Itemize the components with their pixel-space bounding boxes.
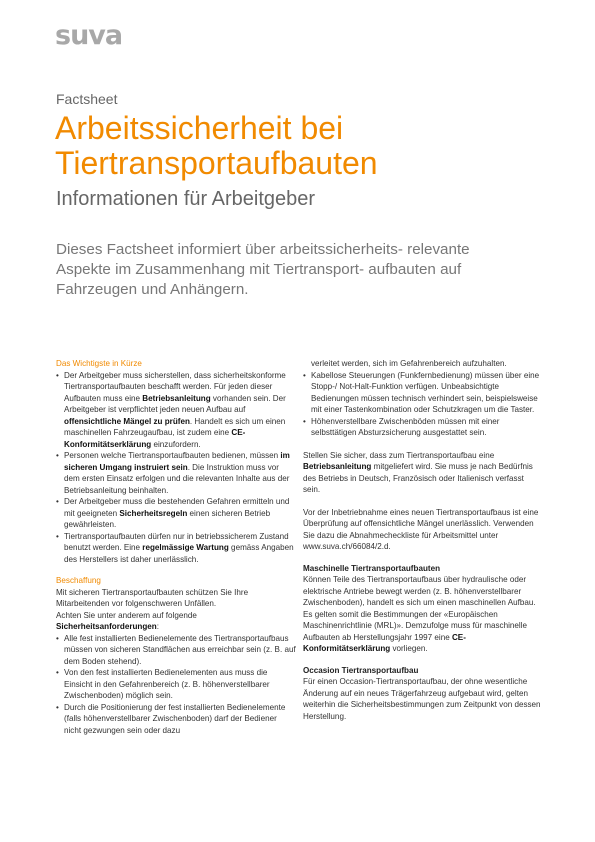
bullet-icon: • bbox=[56, 633, 59, 643]
summary-heading: Das Wichtigste in Kürze bbox=[56, 359, 142, 368]
procurement-text: Mit sicheren Tiertransportaufbauten schützen Sie Ihre Mitarbeitenden vor folgenschweren Unfällen. bbox=[56, 587, 249, 608]
machine-heading: Maschinelle Tiertransportaufbauten bbox=[303, 563, 441, 573]
summary-list bbox=[56, 370, 296, 566]
requirements-list bbox=[56, 633, 296, 737]
list-item: • Durch die Positionierung der fest installierten Bedienelemente (falls höhenverstellbarer Zwischenboden) darf der Bediener nicht gezwungen sein oder dazu bbox=[56, 702, 286, 735]
bullet-icon: • bbox=[56, 497, 59, 506]
procurement-heading: Beschaffung bbox=[56, 576, 101, 585]
bullet-icon: • bbox=[303, 416, 306, 426]
page-subtitle: Informationen für Arbeitgeber bbox=[56, 188, 316, 210]
title-line-1: Arbeitssicherheit bei bbox=[55, 110, 344, 146]
list-item: • Kabellose Steuerungen (Funkfernbedienung) müssen über eine Stopp-/ Not-Halt-Funktion verfügen. Unbeabsichtigte Bedienungen müssen technisch verhindert sein, beispielsweise mit einer Tastenkombination oder Schutzkragen um die Taster. bbox=[303, 370, 540, 414]
document-type-label: Factsheet bbox=[56, 91, 118, 107]
list-item: • Alle fest installierten Bedienelemente des Tiertransportaufbaus müssen von sicheren Standflächen aus erreichbar sein (z. B. auf dem Boden stehend). bbox=[56, 633, 296, 666]
bullet-icon: • bbox=[303, 370, 306, 380]
bullet-icon: • bbox=[56, 370, 59, 380]
title-line-2: Tiertransportaufbauten bbox=[55, 145, 378, 181]
bullet-icon: • bbox=[56, 668, 59, 677]
machine-paragraph: Können Teile des Tiertransportaufbaus über hydraulische oder elektrische Antriebe bewegt werden (z. B. höhenverstellbarer Zwischenboden), handelt es sich um einen maschinellen Aufbau. Es gelten somit die Bestimmungen der «Europäischen Maschinenrichtlinie (MRL)». Demzufolge muss für maschinelle Aufbauten ab Herstellungsjahr 1997 eine CE-Konformitätserklärung vorliegen. bbox=[303, 575, 536, 653]
suva-logo: suva bbox=[55, 20, 123, 51]
procurement-requirements-intro: Achten Sie unter anderem auf folgende Sicherheitsanforderungen: bbox=[56, 610, 197, 631]
bullet-icon: • bbox=[56, 702, 59, 712]
continued-text: verleitet werden, sich im Gefahrenbereich aufzuhalten. bbox=[311, 359, 507, 368]
requirements-list-continued bbox=[303, 370, 543, 439]
list-item: • Der Arbeitgeber muss sicherstellen, dass sicherheitskonforme Tiertransportaufbauten beschafft werden. Für jeden dieser Aufbauten muss eine Betriebsanleitung vorhanden sein. Der Arbeitgeber ist verpflichtet jeden neuen Aufbau auf offensichtliche Mängel zu prüfen. Handelt es sich um einen maschinellen Fahrzeugaufbau, ist zudem eine CE-Konformitätserklärung einzufordern. bbox=[56, 370, 286, 449]
list-item: • Personen welche Tiertransportaufbauten bedienen, müssen im sicheren Umgang instruiert sein. Die Instruktion muss vor dem ersten Einsatz erfolgen und die relevanten Inhalte aus der Betriebsanleitung beinhalten. bbox=[56, 451, 290, 495]
occasion-heading: Occasion Tiertransportaufbau bbox=[303, 665, 419, 675]
list-item: • Von den fest installierten Bedienelementen aus muss die Einsicht in den Gefahrenbereich (z. B. höhenverstellbarer Zwischenboden) möglich sein. bbox=[56, 668, 270, 700]
bullet-icon: • bbox=[56, 531, 59, 541]
bullet-icon: • bbox=[56, 451, 59, 460]
list-item: • Der Arbeitgeber muss die bestehenden Gefahren ermitteln und mit geeigneten Sicherheitsregeln einen sicheren Betrieb gewährleisten. bbox=[56, 497, 290, 529]
left-column bbox=[56, 358, 296, 736]
lead-paragraph: Dieses Factsheet informiert über arbeitssicherheits- relevante Aspekte im Zusammenhang mit Tiertransport- aufbauten auf Fahrzeugen und Anhängern. bbox=[56, 241, 470, 298]
occasion-paragraph: Für einen Occasion-Tiertransportaufbau, der ohne wesentliche Änderung auf ein neues Trägerfahrzeug aufgebaut wird, gelten weiterhin die Sicherheitsbestimmungen zum Zeitpunkt von dessen Herstellung. bbox=[303, 677, 541, 721]
commissioning-paragraph: Vor der Inbetriebnahme eines neuen Tiertransportaufbaus ist eine Überprüfung auf offensichtliche Mängel unerlässlich. Verwenden Sie dazu die Abnahmecheckliste für Arbeitsmittel unter www.suva.ch/66084/2.d. bbox=[303, 507, 539, 551]
page-title bbox=[55, 111, 378, 181]
right-column bbox=[303, 358, 543, 722]
manual-paragraph: Stellen Sie sicher, dass zum Tiertransportaufbau eine Betriebsanleitung mitgeliefert wird. Sie muss je nach Bedürfnis des Betriebs in Deutsch, Französisch oder Italienisch verfasst sein. bbox=[303, 450, 533, 494]
list-item: • Höhenverstellbare Zwischenböden müssen mit einer selbsttätigen Absturzsicherung ausgestattet sein. bbox=[303, 416, 500, 437]
list-item: • Tiertransportaufbauten dürfen nur in betriebssicherem Zustand benutzt werden. Eine regelmässige Wartung gemäss Angaben des Herstellers ist daher unerlässlich. bbox=[56, 531, 294, 564]
